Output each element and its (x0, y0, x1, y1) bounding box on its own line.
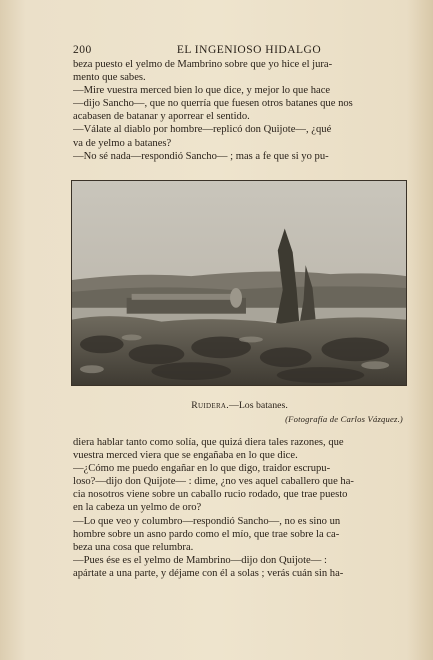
text-line: loso?—dijo don Quijote— : dime, ¿no ves aquel caballero que ha- (73, 476, 354, 488)
page-header (73, 44, 405, 58)
text-line: —Mire vuestra merced bien lo que dice, y mejor lo que hace (73, 85, 331, 97)
text-line: beza puesto el yelmo de Mambrino sobre que yo hice el jura- (73, 59, 333, 70)
text-line: cia nosotros viene sobre un caballo rucio rodado, que trae puesto (73, 489, 348, 501)
text-line: —Válate al diablo por hombre—replicó don Quijote—, ¿qué (73, 124, 332, 136)
photograph-batanes (71, 180, 407, 386)
text-line: —No sé nada—respondió Sancho— ; mas a fe que si yo pu- (73, 150, 329, 162)
text-line: —Pues ése es el yelmo de Mambrino—dijo don Quijote— : (73, 554, 327, 566)
page-number: 200 (73, 44, 92, 56)
caption-title: —Los batanes. (229, 400, 288, 411)
photo-credit: (Fotografía de Carlos Vázquez.) (285, 414, 403, 424)
photo-caption (73, 400, 406, 411)
running-head: EL INGENIOSO HIDALGO (176, 44, 322, 56)
text-line: beza una cosa que relumbra. (73, 541, 194, 553)
text-line: en la cabeza un yelmo de oro? (73, 502, 202, 514)
text-line: hombre sobre un asno pardo como el mío, que trae sobre la ca- (73, 528, 340, 540)
text-line: vuestra merced viera que se engañaba en lo que dice. (73, 450, 298, 462)
text-line: acabasen de batanar y aporrear el sentido. (73, 111, 250, 123)
text-block-top (73, 58, 406, 163)
text-line: —¿Cómo me puedo engañar en lo que digo, traidor escrupu- (73, 463, 331, 475)
text-line: mento que sabes. (73, 72, 146, 84)
text-line: —Lo que veo y columbro—respondió Sancho—, no es sino un (73, 515, 341, 527)
text-block-bottom (73, 436, 406, 580)
caption-place: Ruidera. (191, 400, 230, 411)
text-line: va de yelmo a batanes? (73, 137, 172, 149)
text-line: diera hablar tanto como solía, que quizá diera tales razones, que (73, 437, 344, 448)
text-line: —dijo Sancho—, que no querría que fuesen otros batanes que nos (73, 98, 353, 110)
text-line: apártate a una parte, y déjame con él a solas ; verás cuán sin ha- (73, 567, 344, 579)
landscape-photo-image (72, 181, 406, 385)
